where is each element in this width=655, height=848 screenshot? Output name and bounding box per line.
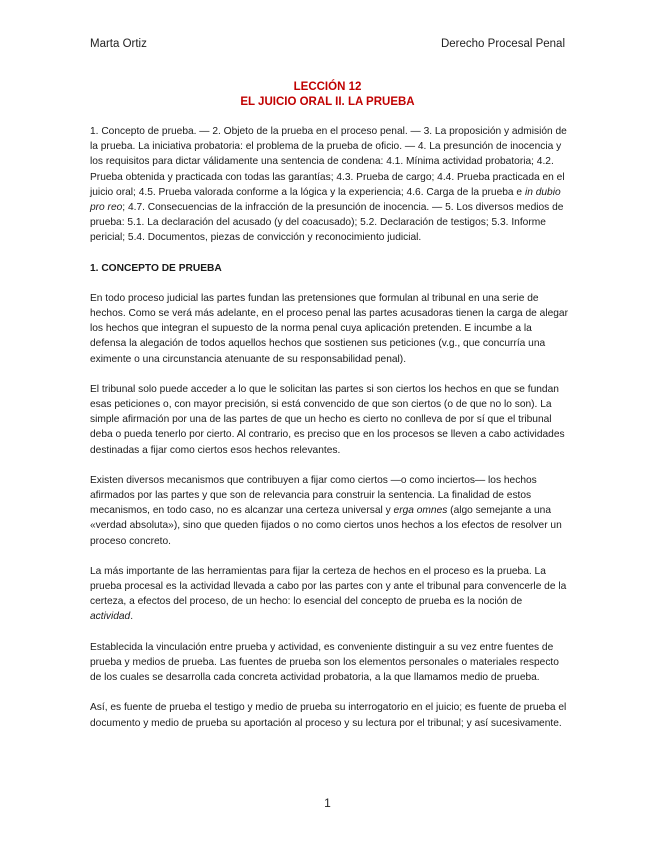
paragraph-3 — [90, 473, 568, 549]
paragraph-6: Así, es fuente de prueba el testigo y medio de prueba su interrogatorio en el juicio; es fuente de prueba el documento y medio de prueba su aportación al proceso y su lectura por el tribunal; y así sucesivamente. — [90, 702, 567, 729]
header-subject: Derecho Procesal Penal — [440, 38, 565, 50]
lesson-topic: EL JUICIO ORAL II. LA PRUEBA — [240, 96, 415, 108]
paragraph-4-part-2: . — [130, 611, 134, 623]
section-heading: 1. CONCEPTO DE PRUEBA — [90, 262, 222, 274]
page-number: 1 — [324, 796, 331, 810]
paragraph-1: En todo proceso judicial las partes fundan las pretensiones que formulan al tribunal en una serie de hechos. Como se verá más adelante, en el proceso penal las partes acusadoras tienen la carga de alegar los hechos que integran el supuesto de la norma penal cuya aplicación pretenden. E incumbe a la defensa la alegación de todos aquellos hechos que sostienen sus peticiones (v.g., que concurría una eximente o una circunstancia atenuante de su responsabilidad penal). — [90, 292, 568, 365]
summary-text-part-2: ; 4.7. Consecuencias de la infracción de la presunción de inocencia. — 5. Los diversos medios de prueba: 5.1. La declaración del acusado (y del coacusado); 5.2. Declaración de testigos; 5.3. Informe pericial; 5.4. Documentos, piezas de convicción y reconocimiento judicial. — [90, 202, 564, 244]
paragraph-3-part-1: Existen diversos mecanismos que contribuyen a fijar como ciertos —o como inciertos— los hechos afirmados por las partes y que son de relevancia para construir la sentencia. La finalidad de estos mecanismos, en todo caso, no es alcanzar una certeza universal y — [90, 474, 537, 517]
paragraph-4 — [90, 564, 568, 625]
paragraph-4-part-1: La más importante de las herramientas para fijar la certeza de hechos en el proceso es la prueba. La prueba procesal es la actividad llevada a cabo por las partes con y ante el tribunal para convencerle de la certeza, a efectos del proceso, de un hecho: lo esencial del concepto de prueba es la noción de — [90, 565, 567, 608]
paragraph-3-part-2: (algo semejante a una «verdad absoluta»), sino que queden fijados o no como ciertos unos hechos a los efectos de resolver un proceso concreto. — [90, 505, 562, 547]
document-body — [90, 124, 568, 746]
paragraph-5: Establecida la vinculación entre prueba y actividad, es conveniente distinguir a su vez entre fuentes de prueba y medios de prueba. Las fuentes de prueba son los elementos personales o materiales respecto de los cuales se desarrolla cada concreta actividad probatoria, a la que llamamos medio de prueba. — [90, 641, 559, 684]
paragraph-2: El tribunal solo puede acceder a lo que le solicitan las partes si son ciertos los hechos en que se fundan esas peticiones o, con mayor precisión, si está convencido de que son ciertos (o de que no lo son). La simple afirmación por una de las partes de que un hecho es cierto no conlleva de por sí que el tribunal deba o pueda tenerlo por cierto. Al contrario, es preciso que en los procesos se lleven a cabo actividades destinadas a fijar como ciertos esos hechos relevantes. — [90, 383, 565, 456]
lesson-title-block — [0, 80, 655, 110]
page-header — [90, 38, 565, 50]
paragraph-4-italic: actividad — [90, 611, 131, 623]
lesson-summary — [90, 124, 568, 246]
summary-text-part-1: 1. Concepto de prueba. — 2. Objeto de la prueba en el proceso penal. — 3. La proposición y admisión de la prueba. La iniciativa probatoria: el problema de la prueba de oficio. — 4. La presunción de inocencia y los requisitos para dictar válidamente una sentencia de condena: 4.1. Mínima actividad probatoria; 4.2. Prueba obtenida y practicada con todas las garantías; 4.3. Prueba de cargo; 4.4. Prueba practicada en el juicio oral; 4.5. Prueba valorada conforme a la lógica y la experiencia; 4.6. Carga de la prueba e — [90, 126, 567, 198]
lesson-number: LECCIÓN 12 — [293, 81, 362, 93]
header-author: Marta Ortiz — [90, 38, 147, 50]
paragraph-3-italic: erga omnes — [393, 505, 448, 517]
summary-italic-term: in dubio pro reo — [90, 186, 561, 214]
